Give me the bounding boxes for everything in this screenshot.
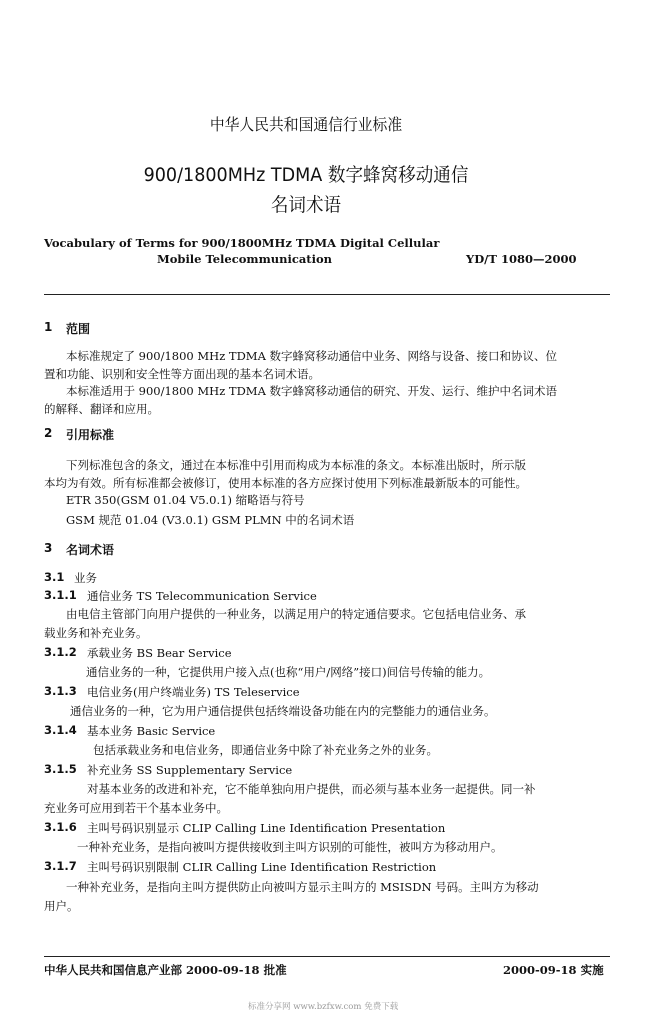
effective-date: 2000-09-18 实施	[503, 963, 604, 977]
section-1-paragraph-2b: 的解释、翻译和应用。	[44, 402, 159, 416]
section-3-number: 3	[44, 541, 53, 555]
term-3-1-6-number: 3.1.6	[44, 820, 77, 834]
term-3-1-6-definition: 一种补充业务，是指向被叫方提供接收到主叫方识别的可能性，被叫方为移动用户。	[77, 840, 503, 854]
header-divider	[44, 294, 610, 295]
document-title-line1: 900/1800MHz TDMA 数字蜂窝移动通信	[143, 164, 469, 186]
section-1-title: 范围	[66, 322, 91, 336]
term-3-1-2-number: 3.1.2	[44, 645, 77, 659]
term-3-1-3-label: 电信业务(用户终端业务) TS Teleservice	[87, 685, 300, 699]
reference-etr350: ETR 350(GSM 01.04 V5.0.1) 缩略语与符号	[66, 493, 305, 507]
term-3-1-4-label: 基本业务 Basic Service	[87, 724, 216, 738]
approval-statement: 中华人民共和国信息产业部 2000-09-18 批准	[44, 963, 287, 977]
term-3-1-5-number: 3.1.5	[44, 762, 77, 776]
term-3-1-1-definition-a: 由电信主管部门向用户提供的一种业务，以满足用户的特定通信要求。它包括电信业务、承	[66, 607, 526, 621]
english-title-line1: Vocabulary of Terms for 900/1800MHz TDMA Digital Cellular	[44, 236, 440, 250]
term-3-1-2-definition: 通信业务的一种，它提供用户接入点(也称“用户/网络”接口)间信号传输的能力。	[86, 665, 491, 679]
term-3-1-1-number: 3.1.1	[44, 588, 77, 602]
section-2-title: 引用标准	[66, 428, 115, 442]
term-3-1-5-definition-b: 充业务可应用到若干个基本业务中。	[44, 801, 228, 815]
term-3-1-3-definition: 通信业务的一种，它为用户通信提供包括终端设备功能在内的完整能力的通信业务。	[70, 704, 496, 718]
term-3-1-7-label: 主叫号码识别限制 CLIR Calling Line Identification Restriction	[87, 860, 437, 874]
term-3-1-4-number: 3.1.4	[44, 723, 77, 737]
term-3-1-7-number: 3.1.7	[44, 859, 77, 873]
term-3-1-1-label: 通信业务 TS Telecommunication Service	[87, 589, 317, 603]
reference-gsm0104: GSM 规范 01.04 (V3.0.1) GSM PLMN 中的名词术语	[66, 513, 355, 527]
standard-number: YD/T 1080—2000	[466, 252, 577, 266]
section-2-paragraph-b: 本均为有效。所有标准都会被修订，使用本标准的各方应探讨使用下列标准最新版本的可能性。	[44, 476, 527, 490]
term-3-1-2-label: 承载业务 BS Bear Service	[87, 646, 232, 660]
term-3-1-6-label: 主叫号码识别显示 CLIP Calling Line Identification Presentation	[87, 821, 446, 835]
section-1-paragraph-1b: 置和功能、识别和安全性等方面出现的基本名词术语。	[44, 367, 320, 381]
term-3-1-1-definition-b: 载业务和补充业务。	[44, 626, 148, 640]
document-title-line2: 名词术语	[270, 194, 342, 216]
section-1-paragraph-1a: 本标准规定了 900/1800 MHz TDMA 数字蜂窝移动通信中业务、网络与设备、接口和协议、位	[66, 349, 558, 363]
section-3-title: 名词术语	[66, 543, 115, 557]
section-2-paragraph-a: 下列标准包含的条文，通过在本标准中引用而构成为本标准的条文。本标准出版时，所示版	[66, 458, 526, 472]
footer-divider	[44, 956, 610, 957]
term-3-1-label: 业务	[74, 571, 97, 585]
term-3-1-7-definition-b: 用户。	[44, 899, 79, 913]
english-title-line2: Mobile Telecommunication	[157, 252, 333, 266]
section-2-number: 2	[44, 426, 53, 440]
term-3-1-7-definition-a: 一种补充业务，是指向主叫方提供防止向被叫方显示主叫方的 MSISDN 号码。主叫方为移动	[66, 880, 539, 894]
term-3-1-5-label: 补充业务 SS Supplementary Service	[87, 763, 293, 777]
section-1-number: 1	[44, 320, 53, 334]
term-3-1-4-definition: 包括承载业务和电信业务，即通信业务中除了补充业务之外的业务。	[93, 743, 438, 757]
section-1-paragraph-2a: 本标准适用于 900/1800 MHz TDMA 数字蜂窝移动通信的研究、开发、运行、维护中名词术语	[66, 384, 558, 398]
term-3-1-3-number: 3.1.3	[44, 684, 77, 698]
term-3-1-number: 3.1	[44, 570, 65, 584]
term-3-1-5-definition-a: 对基本业务的改进和补充，它不能单独向用户提供，而必须与基本业务一起提供。同一补	[87, 782, 536, 796]
issuing-body: 中华人民共和国通信行业标准	[209, 115, 403, 134]
watermark: 标准分享网 www.bzfxw.com 免费下载	[248, 1002, 399, 1012]
